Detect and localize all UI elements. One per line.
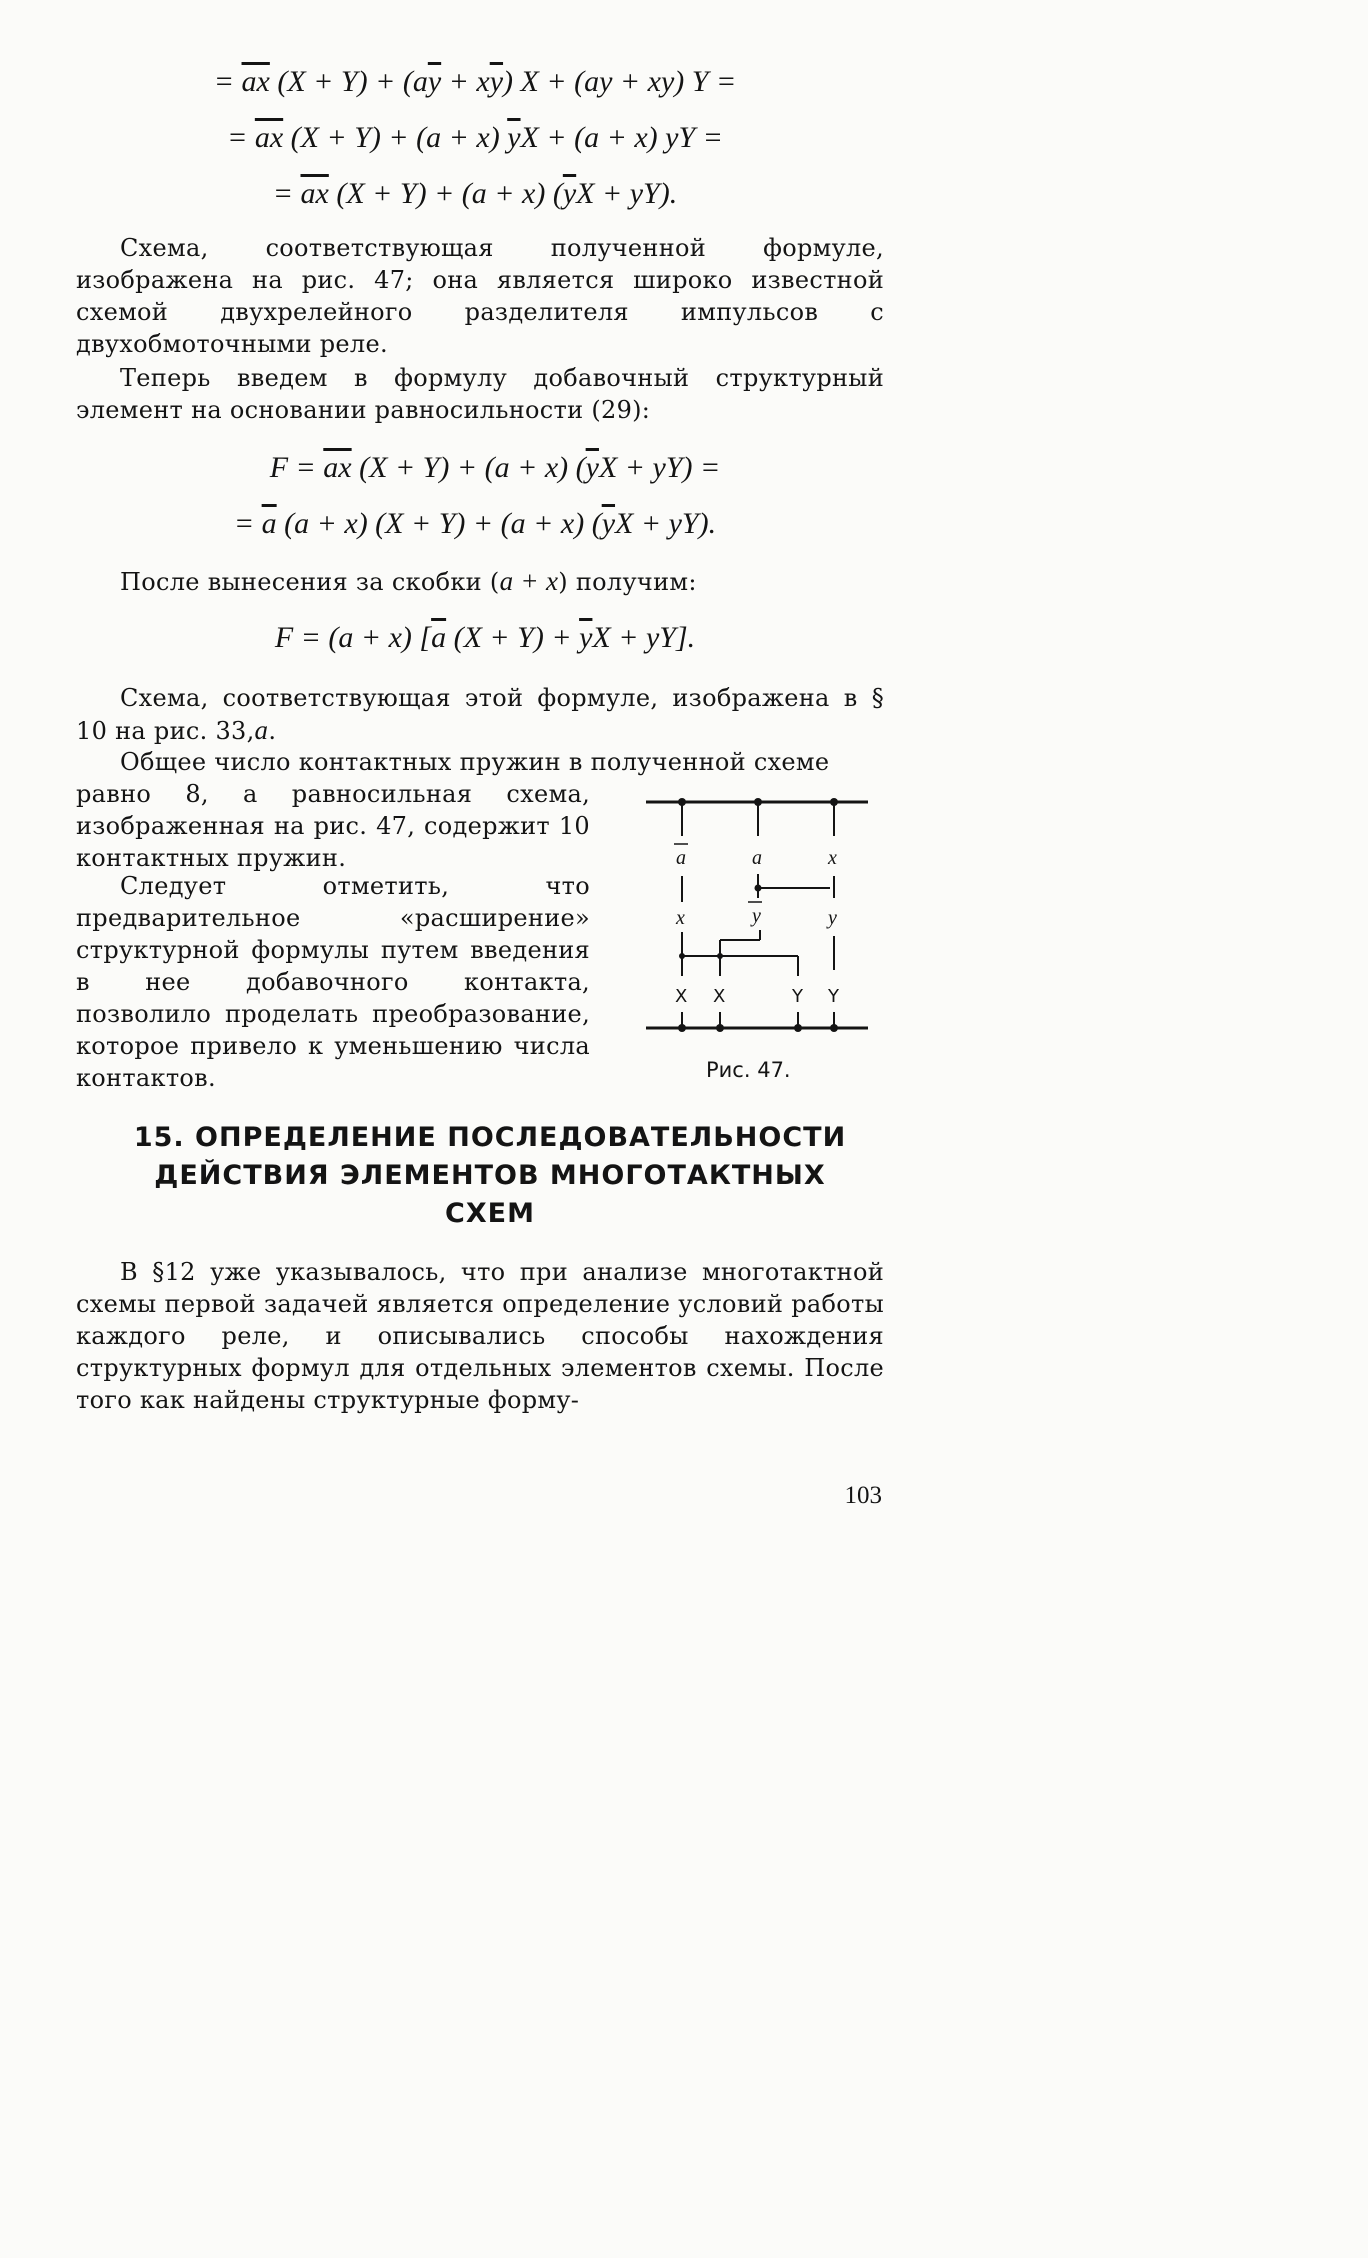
contact-label-X1: X — [675, 986, 688, 1007]
page-number: 103 — [844, 1482, 882, 1509]
section-heading-line-2: ДЕЙСТВИЯ ЭЛЕМЕНТОВ МНОГОТАКТНЫХ — [154, 1160, 826, 1191]
contact-label-Y1: Y — [792, 986, 803, 1007]
paragraph-5-first-line: Общее число контактных пружин в полученной схеме — [120, 748, 830, 776]
paragraph-1: Схема, соответствующая полученной формуле, изображена на рис. 47; она является широко известной схемой двухрелейного разделителя импульсов с двухобмоточными реле. — [76, 234, 884, 358]
paragraph-2: Теперь введем в формулу добавочный структурный элемент на основании равносильности (29): — [76, 364, 884, 424]
paragraph-6: Следует отметить, что предварительное «расширение» структурной формулы путем введения в нее добавочного контакта, позволило проделать преобразование, которое привело к уменьшению числа контактов. — [76, 872, 590, 1092]
equation-line-2: = $\overline{ax}$ (X + Y) + (a + x) $\overline{y}X + (a + x)$ yY = — [227, 121, 723, 154]
contact-label-y-right: y — [828, 907, 837, 929]
section-heading-line-3: СХЕМ — [445, 1198, 535, 1229]
paragraph-3: После вынесения за скобки (a + x) получим: — [120, 566, 697, 596]
contact-label-x-left: x — [676, 907, 685, 929]
equation-line-5: = $\overline{a}$ (a + x) (X + Y) + (a + x) $(\overline{y}X + yY)$. — [233, 507, 717, 540]
paragraph-4: Схема, соответствующая этой формуле, изображена в § 10 на рис. 33,a. — [76, 684, 884, 745]
contact-label-X2: X — [713, 986, 726, 1007]
paragraph-5-rest: равно 8, а равносильная схема, изображенная на рис. 47, содержит 10 контактных пружин. — [76, 780, 590, 872]
figure-caption: Рис. 47. — [706, 1058, 791, 1082]
contact-label-Y2: Y — [828, 986, 839, 1007]
paragraph-7: В §12 уже указывалось, что при анализе многотактной схемы первой задачей является определение условий работы каждого реле, и описывались способы нахождения структурных формул для отдельных элементов схемы. После того как найдены структурные форму- — [76, 1258, 884, 1414]
book-page — [0, 0, 950, 1542]
equation-line-4: $F = \overline{ax}$ (X + Y) + (a + x) $(\overline{y}X + yY)$ = — [269, 451, 721, 484]
figure-47-diagram — [630, 780, 880, 1040]
section-heading-line-1: 15. ОПРЕДЕЛЕНИЕ ПОСЛЕДОВАТЕЛЬНОСТИ — [133, 1122, 847, 1153]
contact-label-y-bar: y — [752, 905, 761, 927]
equation-line-1: = $\overline{ax}$ $(X + Y) + (a\overline{y} + x\overline{y}) X + (ay + xy) Y$ = — [213, 65, 737, 98]
contact-label-x-top: x — [828, 847, 837, 869]
equation-line-3: = $\overline{ax}$ (X + Y) + (a + x) $(\overline{y}X + yY)$. — [272, 177, 678, 210]
contact-label-a: a — [752, 847, 762, 869]
equation-line-6: F = (a + x) [$\overline{a}$ $(X + Y) + \overline{y}X + yY$]. — [274, 621, 696, 654]
contact-label-a-bar: a — [676, 847, 686, 869]
